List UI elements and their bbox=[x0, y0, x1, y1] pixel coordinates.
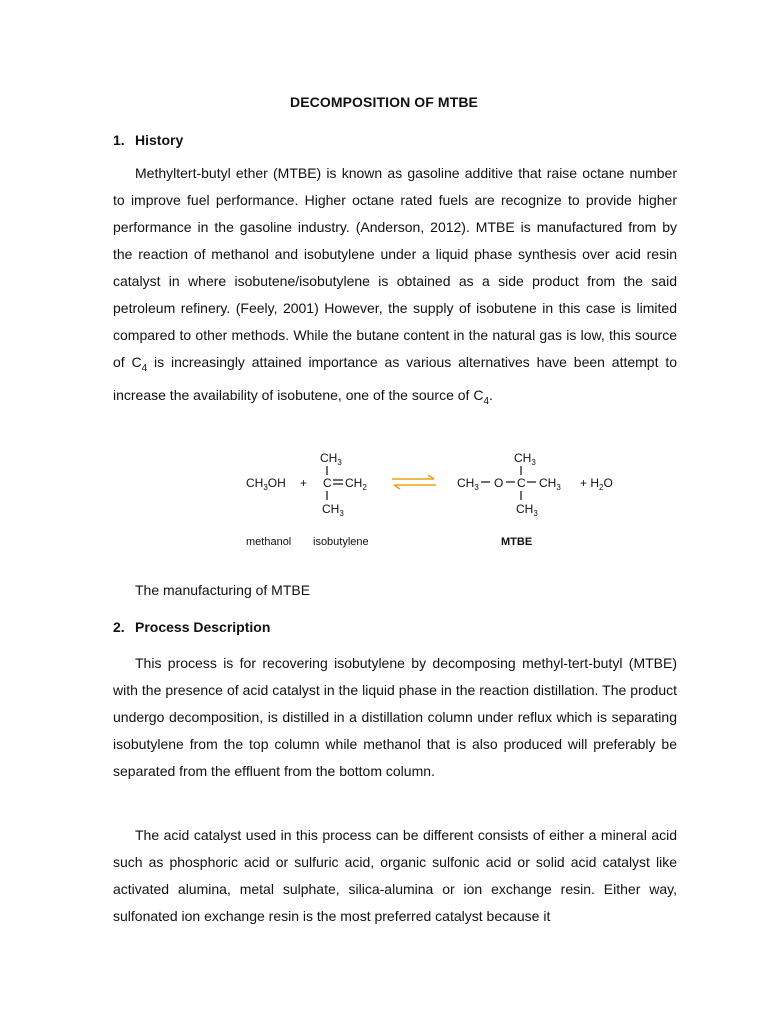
history-text-part-3: . bbox=[489, 386, 493, 403]
history-paragraph bbox=[113, 160, 677, 415]
mtbe-methyl-left: $CH_3$ bbox=[457, 476, 479, 492]
history-text-part-2: is increasingly attained importance as various alternatives have been attempt to increase the availability of isobutene, one of the source of C bbox=[113, 354, 677, 403]
plus-sign: + bbox=[300, 476, 308, 490]
subscript-4: 4 bbox=[483, 395, 490, 407]
mtbe-oxygen: O bbox=[494, 476, 504, 490]
mtbe-methyl-bottom: $CH_3$ bbox=[516, 502, 538, 518]
water-product: + $H_2O$ bbox=[580, 476, 613, 492]
section-title: Process Description bbox=[135, 619, 271, 635]
isobutylene-ch2: $CH_2$ bbox=[345, 476, 367, 492]
label-mtbe: MTBE bbox=[501, 536, 533, 548]
figure-caption: The manufacturing of MTBE bbox=[135, 582, 311, 598]
mtbe-methyl-right: $CH_3$ bbox=[539, 476, 561, 492]
section-number: 2. bbox=[113, 619, 125, 635]
history-text-part-1: Methyltert-butyl ether (MTBE) is known as gasoline additive that raise octane number to improve fuel performance. Higher octane rated fuels are recognize to provide higher performance in the gasoline industry. (Anderson, 2012). MTBE is manufactured from by the reaction of methanol and isobutylene under a liquid phase synthesis over acid resin catalyst in where isobutene/isobutylene is obtained as a side product from the said petroleum refinery. (Feely, 2001) However, the supply of isobutene in this case is limited compared to other methods. While the butane content in the natural gas is low, this source of C bbox=[113, 165, 677, 370]
process-paragraph-2: The acid catalyst used in this process can be different consists of either a mineral acid such as phosphoric acid or sulfuric acid, organic sulfonic acid or solid acid catalyst like activated alumina, metal sulphate, silica-alumina or ion exchange resin. Either way, sulfonated ion exchange resin is the most preferred catalyst because it bbox=[113, 827, 677, 924]
section-heading-history bbox=[113, 132, 183, 148]
section-heading-process-description bbox=[113, 619, 270, 635]
equilibrium-arrow-icon bbox=[392, 475, 436, 489]
section-title: History bbox=[135, 132, 184, 148]
subscript-4: 4 bbox=[141, 362, 148, 374]
label-isobutylene: isobutylene bbox=[313, 536, 369, 548]
label-methanol: methanol bbox=[246, 536, 292, 548]
isobutylene-methyl-top: $CH_3$ bbox=[320, 451, 342, 467]
mtbe-methyl-top: $CH_3$ bbox=[514, 451, 536, 467]
process-paragraph-1: This process is for recovering isobutylene by decomposing methyl-tert-butyl (MTBE) with the presence of acid catalyst in the liquid phase in the reaction distillation. The product undergo decomposition, is distilled in a distillation column under reflux which is separating isobutylene from the top column while methanol that is also produced will preferably be separated from the effluent from the bottom column. bbox=[113, 655, 677, 779]
isobutylene-methyl-bottom: $CH_3$ bbox=[322, 502, 344, 518]
section-number: 1. bbox=[113, 132, 125, 148]
document-title: DECOMPOSITION OF MTBE bbox=[290, 94, 478, 110]
methanol-formula: $CH_3OH$ bbox=[246, 476, 286, 492]
isobutylene-central-carbon: C bbox=[323, 476, 332, 490]
mtbe-reaction-scheme bbox=[230, 442, 630, 557]
mtbe-central-carbon: C bbox=[517, 476, 526, 490]
